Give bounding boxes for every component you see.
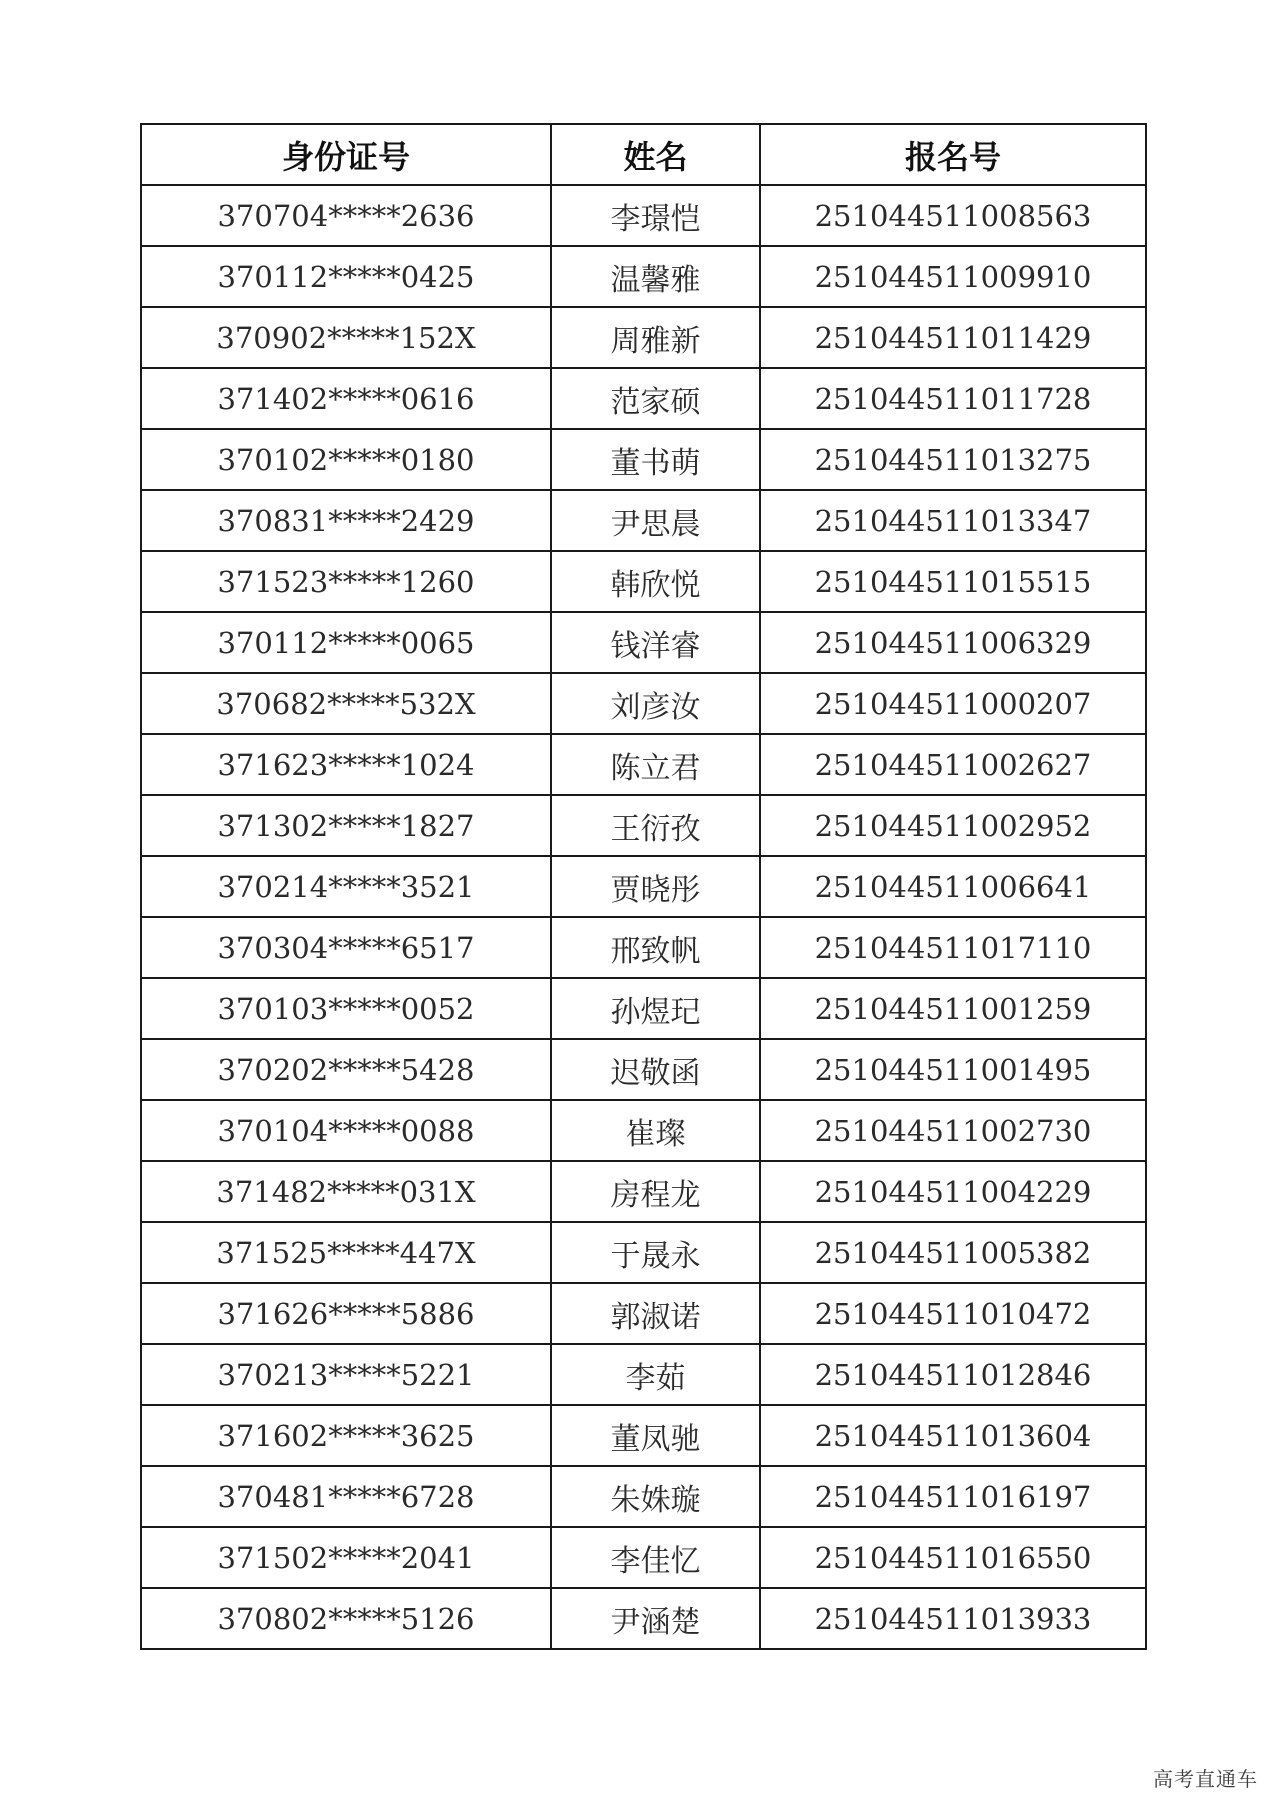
table-row (141, 307, 1146, 368)
registration-number-cell: 251044511004229 (760, 1161, 1146, 1222)
id-number-cell: 370103*****0052 (141, 978, 551, 1039)
table-row (141, 856, 1146, 917)
registration-number-cell: 251044511015515 (760, 551, 1146, 612)
id-number-cell: 371502*****2041 (141, 1527, 551, 1588)
name-cell: 房程龙 (551, 1161, 760, 1222)
table-row (141, 1039, 1146, 1100)
registration-number-cell: 251044511016197 (760, 1466, 1146, 1527)
id-number-cell: 370802*****5126 (141, 1588, 551, 1649)
registration-number-cell: 251044511002952 (760, 795, 1146, 856)
table-body (141, 185, 1146, 1649)
name-cell: 刘彦汝 (551, 673, 760, 734)
table-row (141, 1588, 1146, 1649)
table-row (141, 917, 1146, 978)
table-row (141, 368, 1146, 429)
table-row (141, 1527, 1146, 1588)
admission-list-table (140, 123, 1147, 1650)
id-number-cell: 371302*****1827 (141, 795, 551, 856)
id-number-cell: 370104*****0088 (141, 1100, 551, 1161)
name-cell: 李佳忆 (551, 1527, 760, 1588)
name-cell: 贾晓彤 (551, 856, 760, 917)
table-row (141, 1466, 1146, 1527)
name-cell: 迟敬函 (551, 1039, 760, 1100)
id-number-cell: 370902*****152X (141, 307, 551, 368)
registration-number-cell: 251044511002627 (760, 734, 1146, 795)
id-number-cell: 371482*****031X (141, 1161, 551, 1222)
registration-number-cell: 251044511013347 (760, 490, 1146, 551)
name-cell: 于晟永 (551, 1222, 760, 1283)
id-number-cell: 370112*****0425 (141, 246, 551, 307)
table-row (141, 429, 1146, 490)
registration-number-cell: 251044511006641 (760, 856, 1146, 917)
id-number-cell: 370214*****3521 (141, 856, 551, 917)
name-cell: 范家硕 (551, 368, 760, 429)
id-number-cell: 371525*****447X (141, 1222, 551, 1283)
name-cell: 董书萌 (551, 429, 760, 490)
table-header (141, 124, 1146, 185)
table-row (141, 1100, 1146, 1161)
name-cell: 尹涵楚 (551, 1588, 760, 1649)
registration-number-cell: 251044511002730 (760, 1100, 1146, 1161)
name-cell: 陈立君 (551, 734, 760, 795)
registration-number-cell: 251044511011728 (760, 368, 1146, 429)
name-cell: 邢致帆 (551, 917, 760, 978)
registration-number-cell: 251044511005382 (760, 1222, 1146, 1283)
name-cell: 崔璨 (551, 1100, 760, 1161)
table-row (141, 673, 1146, 734)
id-number-cell: 370481*****6728 (141, 1466, 551, 1527)
name-cell: 朱姝璇 (551, 1466, 760, 1527)
registration-number-cell: 251044511001259 (760, 978, 1146, 1039)
registration-number-cell: 251044511009910 (760, 246, 1146, 307)
table-row (141, 795, 1146, 856)
id-number-cell: 370102*****0180 (141, 429, 551, 490)
table-row (141, 1405, 1146, 1466)
registration-number-cell: 251044511016550 (760, 1527, 1146, 1588)
name-cell: 董凤驰 (551, 1405, 760, 1466)
table-row (141, 1344, 1146, 1405)
header-name: 姓名 (551, 124, 760, 185)
name-cell: 郭淑诺 (551, 1283, 760, 1344)
table-row (141, 1161, 1146, 1222)
registration-number-cell: 251044511017110 (760, 917, 1146, 978)
table-row (141, 490, 1146, 551)
id-number-cell: 370112*****0065 (141, 612, 551, 673)
registration-number-cell: 251044511000207 (760, 673, 1146, 734)
registration-number-cell: 251044511011429 (760, 307, 1146, 368)
id-number-cell: 370682*****532X (141, 673, 551, 734)
table-row (141, 551, 1146, 612)
table-row (141, 734, 1146, 795)
registration-number-cell: 251044511012846 (760, 1344, 1146, 1405)
name-cell: 韩欣悦 (551, 551, 760, 612)
table-row (141, 978, 1146, 1039)
id-number-cell: 370202*****5428 (141, 1039, 551, 1100)
id-number-cell: 370213*****5221 (141, 1344, 551, 1405)
name-cell: 温馨雅 (551, 246, 760, 307)
header-row (141, 124, 1146, 185)
name-cell: 周雅新 (551, 307, 760, 368)
header-id-number: 身份证号 (141, 124, 551, 185)
table-row (141, 246, 1146, 307)
name-cell: 尹思晨 (551, 490, 760, 551)
registration-number-cell: 251044511001495 (760, 1039, 1146, 1100)
table-row (141, 612, 1146, 673)
table-row (141, 1222, 1146, 1283)
registration-number-cell: 251044511013275 (760, 429, 1146, 490)
registration-number-cell: 251044511013933 (760, 1588, 1146, 1649)
id-number-cell: 370704*****2636 (141, 185, 551, 246)
table-row (141, 185, 1146, 246)
header-registration-number: 报名号 (760, 124, 1146, 185)
id-number-cell: 370304*****6517 (141, 917, 551, 978)
name-cell: 孙煜玘 (551, 978, 760, 1039)
name-cell: 李茹 (551, 1344, 760, 1405)
id-number-cell: 370831*****2429 (141, 490, 551, 551)
name-cell: 李璟恺 (551, 185, 760, 246)
id-number-cell: 371523*****1260 (141, 551, 551, 612)
registration-number-cell: 251044511010472 (760, 1283, 1146, 1344)
registration-number-cell: 251044511013604 (760, 1405, 1146, 1466)
name-cell: 钱洋睿 (551, 612, 760, 673)
name-cell: 王衍孜 (551, 795, 760, 856)
id-number-cell: 371402*****0616 (141, 368, 551, 429)
registration-number-cell: 251044511008563 (760, 185, 1146, 246)
registration-number-cell: 251044511006329 (760, 612, 1146, 673)
table-row (141, 1283, 1146, 1344)
watermark-text: 高考直通车 (1153, 1767, 1258, 1791)
id-number-cell: 371623*****1024 (141, 734, 551, 795)
id-number-cell: 371626*****5886 (141, 1283, 551, 1344)
id-number-cell: 371602*****3625 (141, 1405, 551, 1466)
